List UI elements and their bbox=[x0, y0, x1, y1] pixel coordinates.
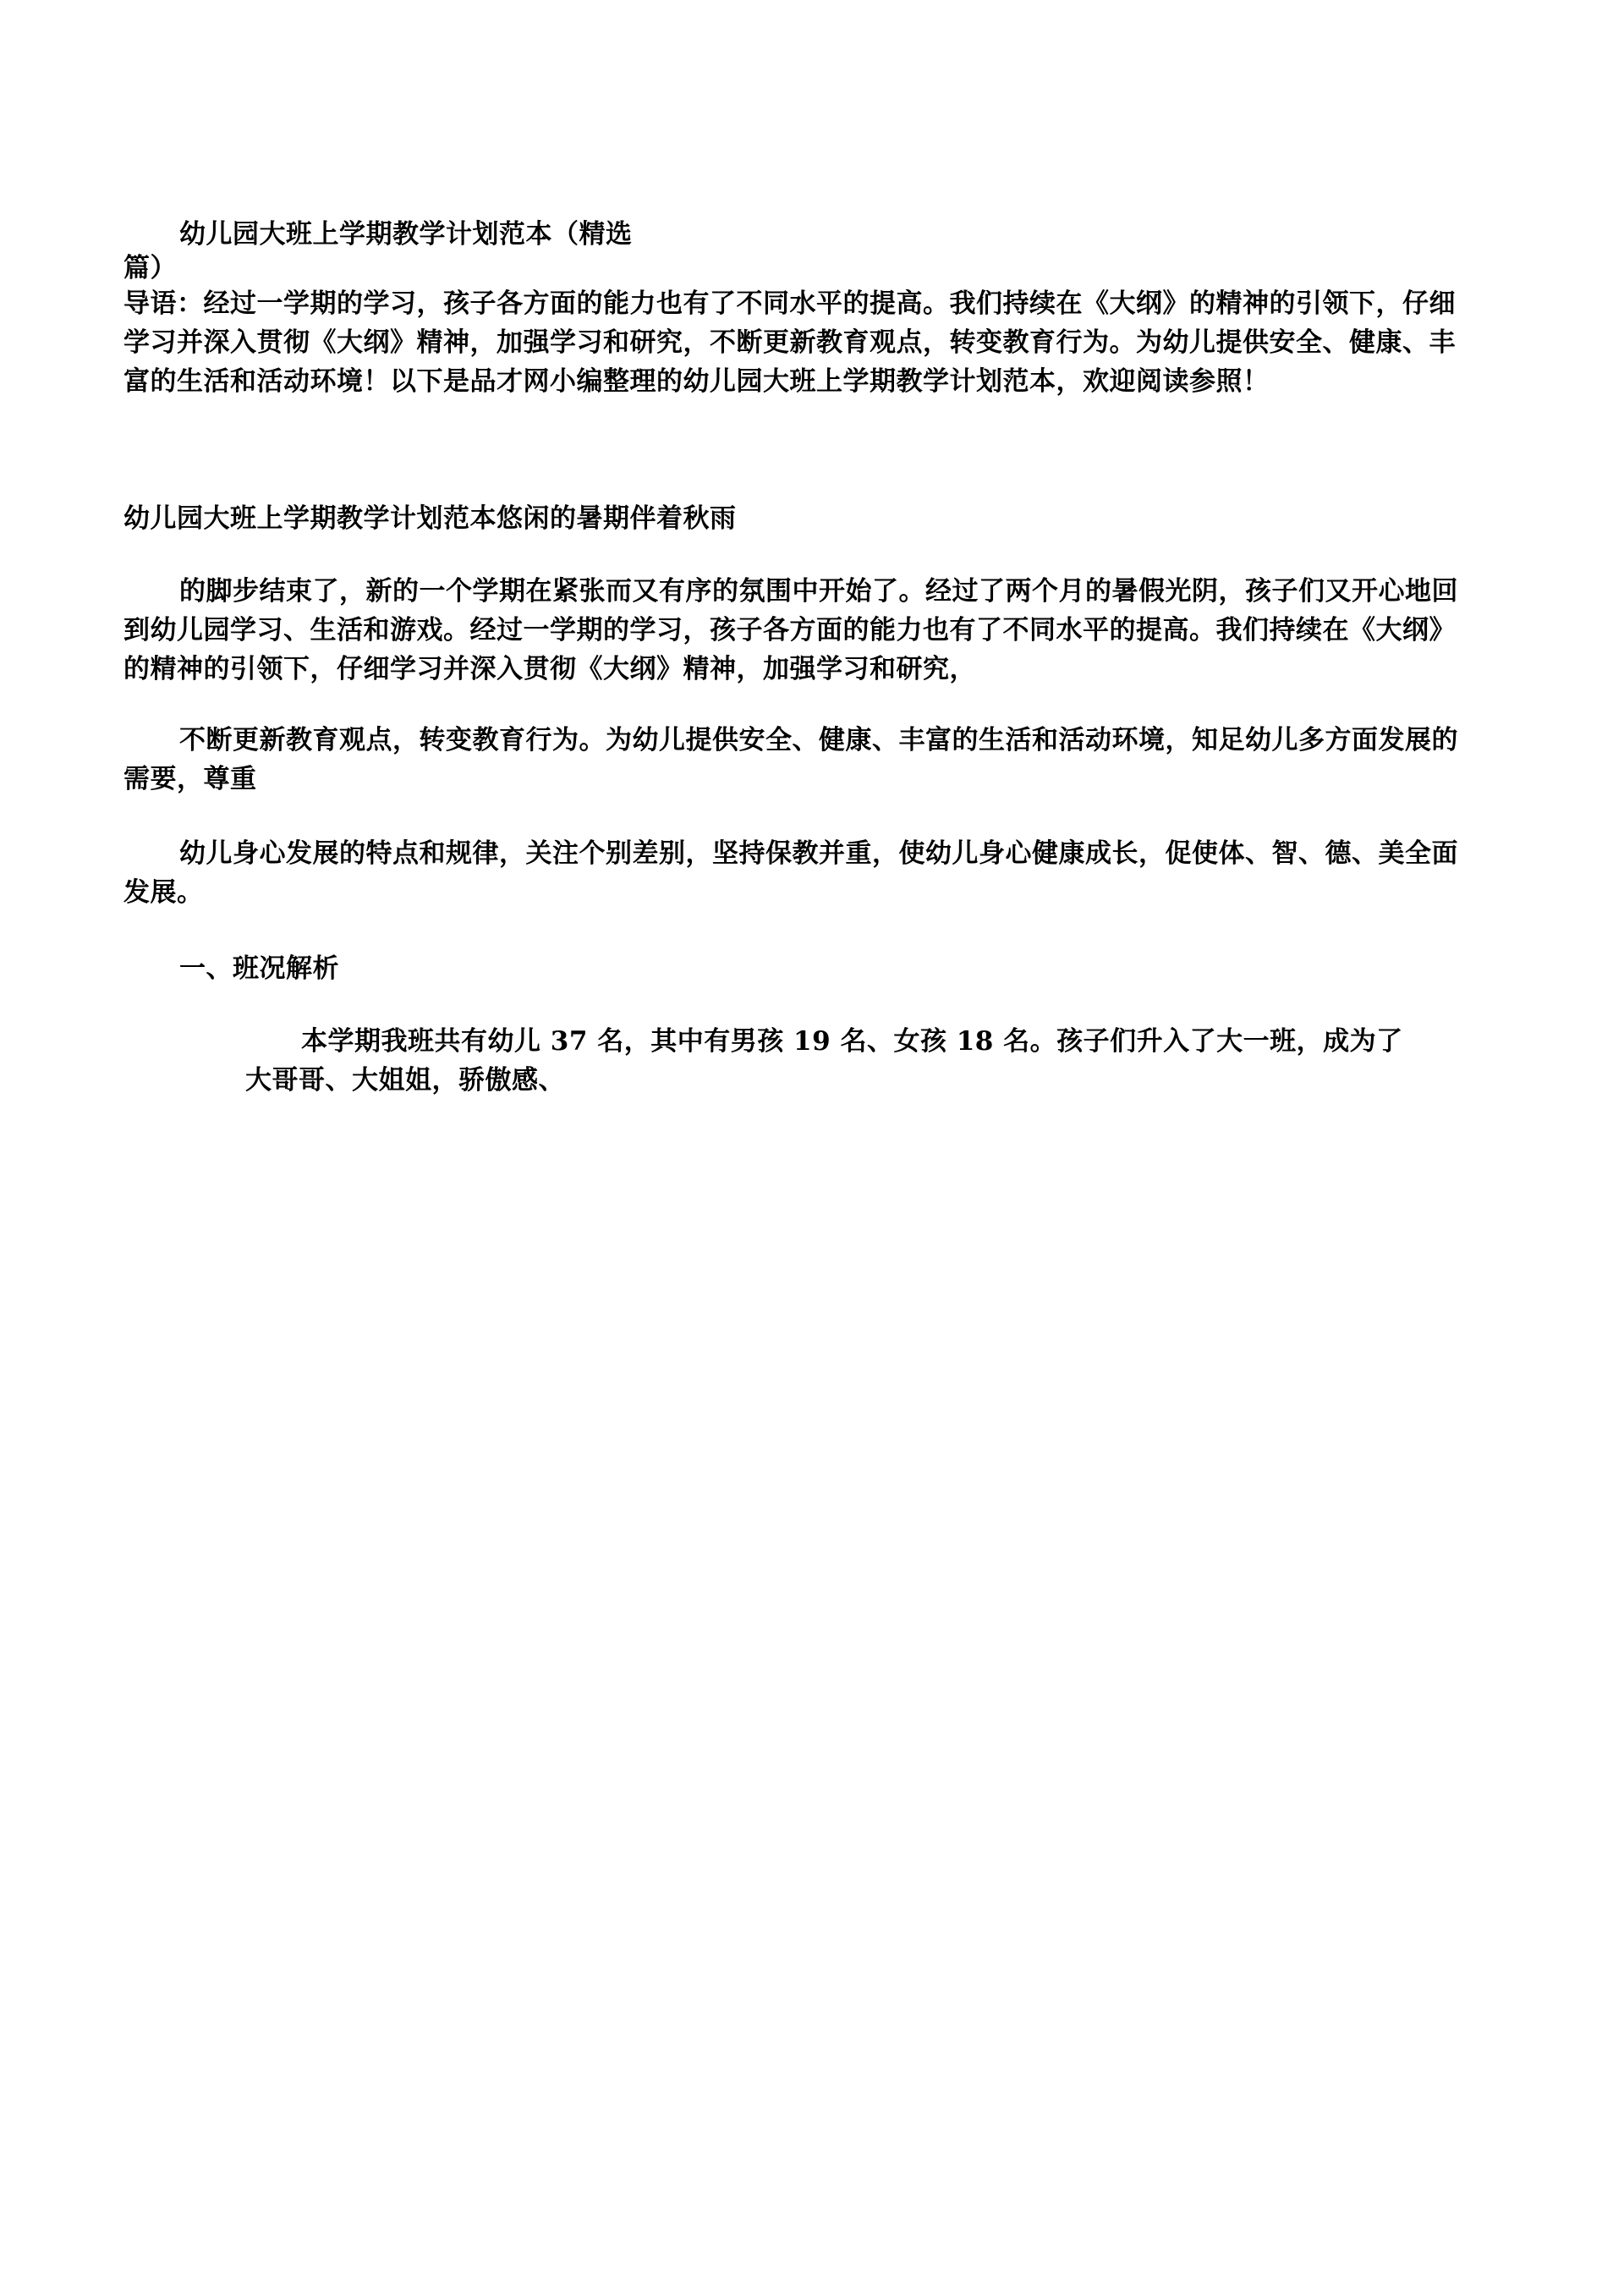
doc-title-cont bbox=[123, 249, 177, 288]
para-line: 幼儿身心发展的特点和规律，关注个别差别，坚持保教并重，使幼儿身心健康成长，促使体、智、德、美全面 bbox=[179, 838, 1458, 869]
paragraph-3 bbox=[123, 834, 1458, 912]
section-heading-1 bbox=[179, 949, 339, 988]
section-1-text bbox=[245, 1022, 1403, 1100]
doc-title-line: 篇） bbox=[123, 253, 177, 283]
doc-title-line: 幼儿园大班上学期教学计划范本（精选 bbox=[179, 219, 633, 250]
paragraph-2 bbox=[123, 721, 1458, 799]
heading-line: 一、班况解析 bbox=[179, 953, 339, 984]
doc-title bbox=[179, 215, 633, 254]
para-line: 不断更新教育观点，转变教育行为。为幼儿提供安全、健康、丰富的生活和活动环境，知足幼儿多方面发展的 bbox=[179, 725, 1458, 755]
intro-line: 学习并深入贯彻《大纲》精神，加强学习和研究，不断更新教育观点，转变教育行为。为幼儿提供安全、健康、丰 bbox=[123, 327, 1456, 358]
section-line: 本学期我班共有幼儿 37 名，其中有男孩 19 名、女孩 18 名。孩子们升入了大一班，成为了 bbox=[301, 1026, 1403, 1057]
section-subtitle bbox=[123, 499, 737, 538]
intro-paragraph bbox=[123, 284, 1456, 401]
intro-line: 富的生活和活动环境！以下是品才网小编整理的幼儿园大班上学期教学计划范本，欢迎阅读参照！ bbox=[123, 366, 1270, 397]
subtitle-line: 幼儿园大班上学期教学计划范本悠闲的暑期伴着秋雨 bbox=[123, 503, 737, 534]
para-line: 的精神的引领下，仔细学习并深入贯彻《大纲》精神，加强学习和研究， bbox=[123, 654, 976, 684]
intro-line: 导语：经过一学期的学习，孩子各方面的能力也有了不同水平的提高。我们持续在《大纲》的精神的引领下，仔细 bbox=[123, 288, 1456, 319]
para-line: 需要，尊重 bbox=[123, 764, 257, 794]
paragraph-1 bbox=[123, 572, 1458, 689]
section-line: 大哥哥、大姐姐，骄傲感、 bbox=[245, 1065, 565, 1096]
para-line: 到幼儿园学习、生活和游戏。经过一学期的学习，孩子各方面的能力也有了不同水平的提高。我们持续在《大纲》 bbox=[123, 615, 1456, 645]
para-line: 的脚步结束了，新的一个学期在紧张而又有序的氛围中开始了。经过了两个月的暑假光阴，孩子们又开心地回 bbox=[179, 576, 1458, 607]
para-line: 发展。 bbox=[123, 877, 204, 908]
